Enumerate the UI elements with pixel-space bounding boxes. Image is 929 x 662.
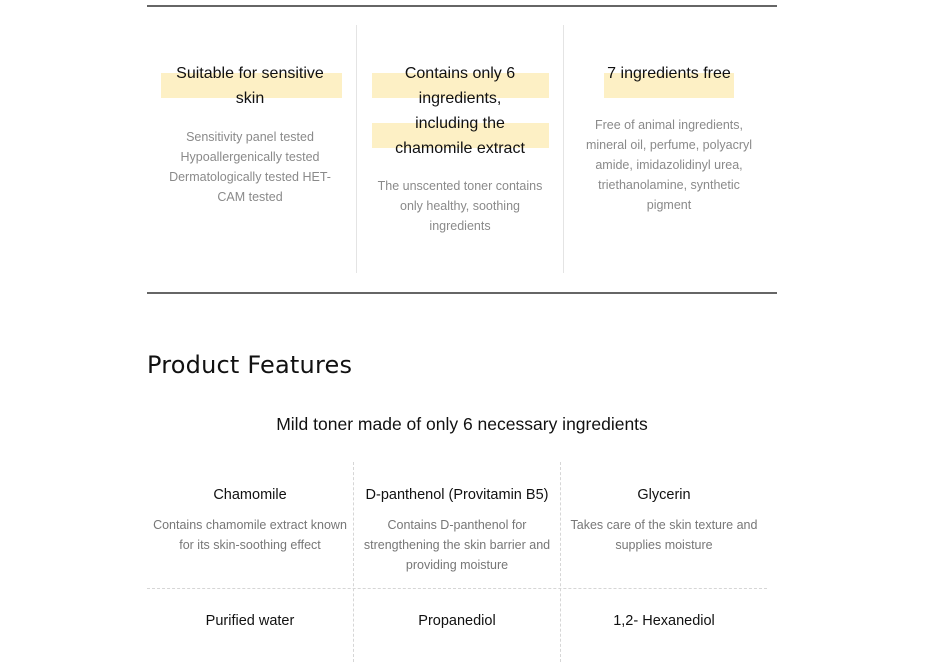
ingredient-description: Contains D-panthenol for strengthening the skin barrier and providing moisture bbox=[363, 518, 551, 572]
ingredient-d-panthenol bbox=[354, 485, 560, 575]
ingredient-description: Contains chamomile extract known for its skin-soothing effect bbox=[153, 518, 347, 552]
ingredient-description: Takes care of the skin texture and supplies moisture bbox=[570, 518, 758, 552]
ingredient-propanediol bbox=[354, 611, 560, 631]
highlight-description: Sensitivity panel tested Hypoallergenically tested Dermatologically tested HET- CAM tested bbox=[169, 130, 331, 204]
ingredient-glycerin bbox=[561, 485, 767, 555]
highlight-title: Suitable for sensitive skin bbox=[176, 65, 324, 107]
ingredient-purified-water bbox=[147, 611, 353, 631]
section-subtitle: Mild toner made of only 6 necessary ingredients bbox=[276, 414, 648, 434]
highlight-title: 7 ingredients free bbox=[607, 65, 731, 82]
column-divider bbox=[563, 25, 564, 273]
highlight-description: Free of animal ingredients, mineral oil, perfume, polyacryl amide, imidazolidinyl urea, triethanolamine, synthetic pigment bbox=[585, 118, 753, 212]
ingredient-name: Purified water bbox=[205, 613, 295, 629]
highlight-six-ingredients bbox=[360, 61, 560, 236]
grid-divider bbox=[147, 588, 767, 589]
ingredient-chamomile bbox=[147, 485, 353, 555]
ingredient-name: Glycerin bbox=[637, 487, 691, 503]
ingredient-name: Propanediol bbox=[418, 613, 496, 629]
highlight-description: The unscented toner contains only healthy, soothing ingredients bbox=[377, 179, 543, 233]
section-title: Product Features bbox=[147, 351, 353, 379]
highlight-seven-free bbox=[567, 61, 771, 215]
column-divider bbox=[356, 25, 357, 273]
ingredient-hexanediol bbox=[561, 611, 767, 631]
ingredient-name: D-panthenol (Provitamin B5) bbox=[365, 487, 549, 503]
ingredient-name: Chamomile bbox=[213, 487, 287, 503]
top-divider bbox=[147, 5, 777, 7]
ingredient-name: 1,2- Hexanediol bbox=[613, 613, 715, 629]
highlight-sensitive-skin bbox=[150, 61, 350, 207]
highlight-title: Contains only 6 ingredients, including the chamomile extract bbox=[395, 65, 525, 157]
bottom-divider bbox=[147, 292, 777, 294]
